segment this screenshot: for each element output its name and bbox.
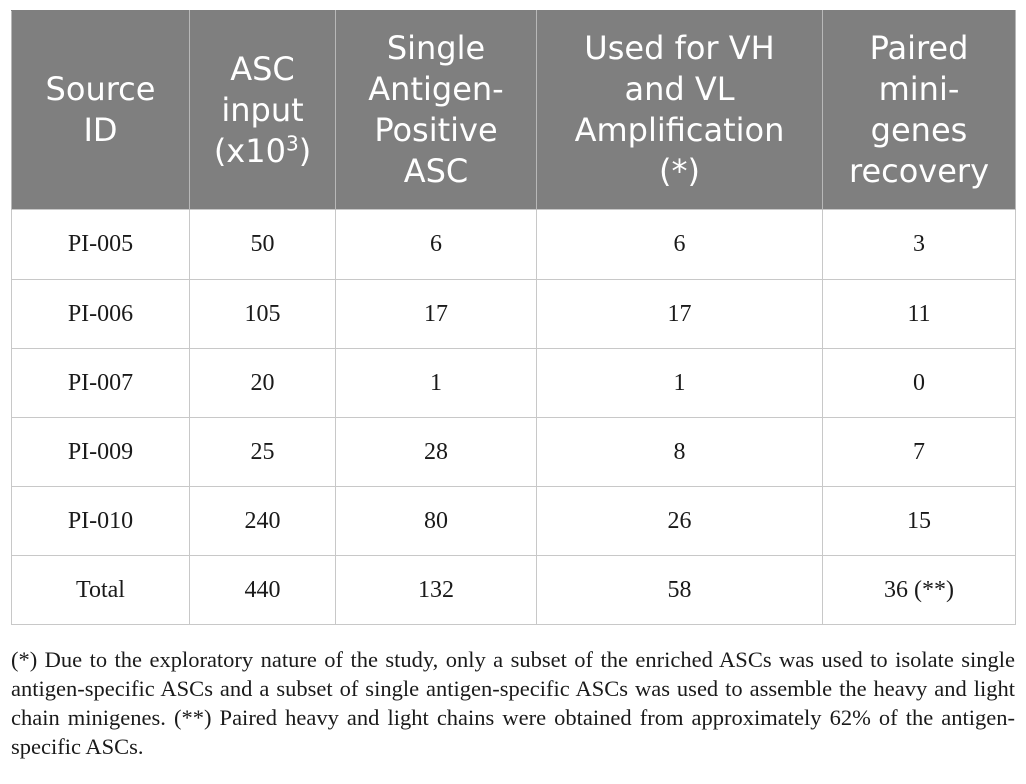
cell-source-id: Total bbox=[12, 556, 190, 625]
table-row-total bbox=[12, 556, 1016, 625]
header-line: Used for VH bbox=[584, 29, 775, 67]
cell-amplification: 17 bbox=[537, 280, 823, 349]
header-superscript: 3 bbox=[285, 130, 299, 155]
header-source-id bbox=[12, 11, 190, 210]
cell-amplification: 8 bbox=[537, 418, 823, 487]
header-line: genes bbox=[870, 111, 968, 149]
table-container bbox=[11, 10, 1015, 761]
header-line: Single bbox=[386, 29, 486, 67]
cell-asc-input: 50 bbox=[190, 210, 336, 280]
cell-asc-input: 440 bbox=[190, 556, 336, 625]
header-row bbox=[12, 11, 1016, 210]
cell-amplification: 26 bbox=[537, 487, 823, 556]
header-unit: (x10 bbox=[213, 131, 286, 170]
footnote-single-asterisk: (*) Due to the exploratory nature of the study, only a subset of the enriched ASCs was used to isolate single antigen-specific ASCs and a subset of single antigen-specific ASCs was used to assemble the heavy and light chain minigenes. bbox=[11, 647, 1015, 730]
header-line: Antigen- bbox=[368, 70, 504, 108]
table-row bbox=[12, 349, 1016, 418]
cell-asc-input: 105 bbox=[190, 280, 336, 349]
cell-amplification: 6 bbox=[537, 210, 823, 280]
cell-paired-recovery: 36 (**) bbox=[823, 556, 1016, 625]
data-table bbox=[11, 10, 1016, 625]
cell-asc-input: 240 bbox=[190, 487, 336, 556]
cell-amplification: 1 bbox=[537, 349, 823, 418]
cell-paired-recovery: 0 bbox=[823, 349, 1016, 418]
cell-asc-input: 20 bbox=[190, 349, 336, 418]
cell-single-antigen: 80 bbox=[336, 487, 537, 556]
cell-paired-recovery: 3 bbox=[823, 210, 1016, 280]
header-line: ASC bbox=[230, 49, 295, 88]
header-line: Positive bbox=[374, 111, 498, 149]
table-row bbox=[12, 210, 1016, 280]
cell-amplification: 58 bbox=[537, 556, 823, 625]
header-asc-input bbox=[190, 11, 336, 210]
header-line bbox=[194, 131, 331, 172]
cell-single-antigen: 28 bbox=[336, 418, 537, 487]
cell-paired-recovery: 7 bbox=[823, 418, 1016, 487]
header-line: input bbox=[221, 90, 304, 129]
header-line: and VL bbox=[624, 70, 735, 108]
header-paired-minigenes bbox=[823, 11, 1016, 210]
table-row bbox=[12, 487, 1016, 556]
header-line: ID bbox=[83, 111, 118, 149]
cell-source-id: PI-007 bbox=[12, 349, 190, 418]
table-row bbox=[12, 418, 1016, 487]
header-line: mini- bbox=[878, 70, 960, 108]
header-line: recovery bbox=[848, 152, 990, 190]
cell-asc-input: 25 bbox=[190, 418, 336, 487]
cell-source-id: PI-006 bbox=[12, 280, 190, 349]
header-line: (*) bbox=[659, 152, 700, 190]
header-line: Paired bbox=[869, 29, 969, 67]
cell-single-antigen: 17 bbox=[336, 280, 537, 349]
cell-source-id: PI-009 bbox=[12, 418, 190, 487]
header-unit-close: ) bbox=[298, 131, 312, 170]
cell-single-antigen: 1 bbox=[336, 349, 537, 418]
header-line: ASC bbox=[403, 152, 469, 190]
cell-source-id: PI-010 bbox=[12, 487, 190, 556]
table-row bbox=[12, 280, 1016, 349]
header-vh-vl-amplification bbox=[537, 11, 823, 210]
header-line: Amplification bbox=[574, 111, 785, 149]
cell-single-antigen: 132 bbox=[336, 556, 537, 625]
cell-single-antigen: 6 bbox=[336, 210, 537, 280]
footnote-double-asterisk: (**) Paired heavy and light chains were obtained from approximately 62% of the antigen-specific ASCs. bbox=[11, 705, 1015, 759]
cell-paired-recovery: 15 bbox=[823, 487, 1016, 556]
cell-source-id: PI-005 bbox=[12, 210, 190, 280]
table-footnote bbox=[11, 645, 1015, 761]
cell-paired-recovery: 11 bbox=[823, 280, 1016, 349]
header-line: Source bbox=[45, 70, 156, 108]
header-single-antigen bbox=[336, 11, 537, 210]
